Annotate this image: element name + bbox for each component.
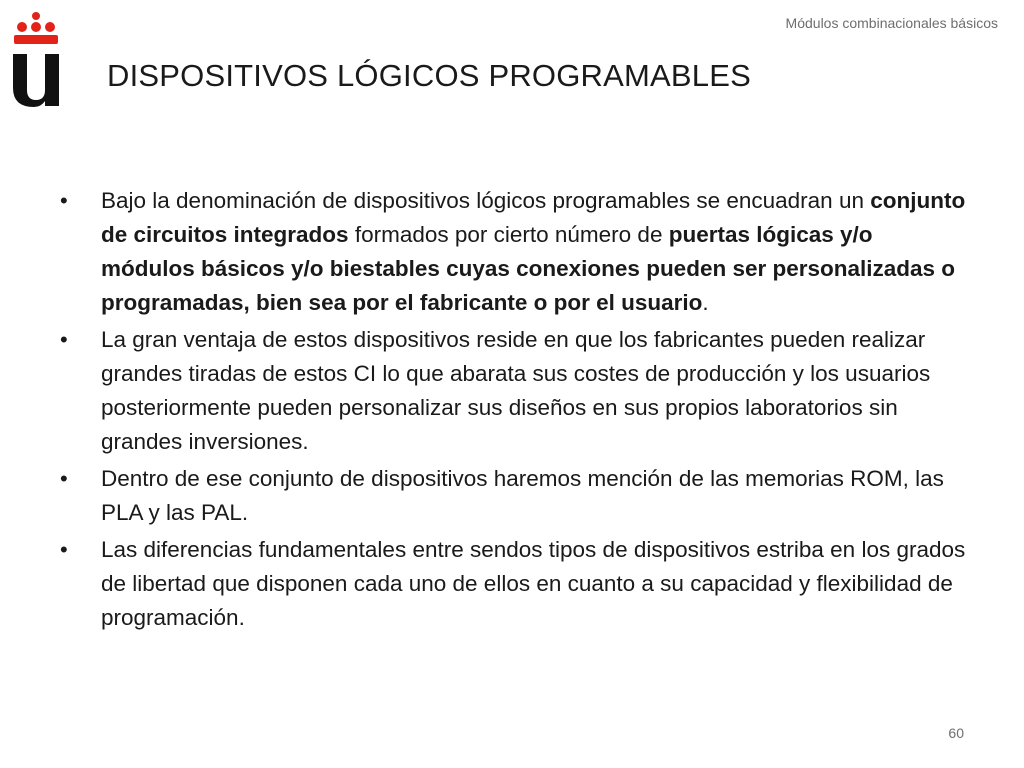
bullet-text: Las diferencias fundamentales entre sendos tipos de dispositivos estriba en los grados de libertad que disponen cada uno de ellos en cuanto a su capacidad y flexibilidad de programación. (101, 537, 966, 630)
slide-title: DISPOSITIVOS LÓGICOS PROGRAMABLES (107, 58, 751, 93)
page-number: 60 (948, 725, 964, 741)
list-item (60, 462, 970, 530)
bold-text: conjunto de circuitos integrados (101, 188, 966, 247)
list-item (60, 184, 970, 320)
university-logo-icon (8, 10, 64, 110)
bold-text: puertas lógicas y/o módulos básicos y/o biestables cuyas conexiones pueden ser personalizadas o programadas, bien sea por el fabricante o por el usuario (101, 222, 956, 315)
list-item (60, 323, 970, 459)
bullet-list (60, 184, 970, 638)
bullet-text: Dentro de ese conjunto de dispositivos haremos mención de las memorias ROM, las PLA y las PAL. (101, 466, 944, 525)
bullet-text: Bajo la denominación de dispositivos lógicos programables se encuadran un conjunto de circuitos integrados formados por cierto número de puertas lógicas y/o módulos básicos y/o biestables cuyas conexiones pueden ser personalizadas o programadas, bien sea por el fabricante o por el usuario. (101, 188, 966, 315)
bullet-icon: • (60, 188, 68, 213)
bullet-icon: • (60, 466, 68, 491)
list-item (60, 533, 970, 635)
bullet-text: La gran ventaja de estos dispositivos reside en que los fabricantes pueden realizar grandes tiradas de estos CI lo que abarata sus costes de producción y los usuarios posteriormente pueden personalizar sus diseños en sus propios laboratorios sin grandes inversiones. (101, 327, 931, 454)
header-caption: Módulos combinacionales básicos (785, 15, 998, 31)
bullet-icon: • (60, 327, 68, 352)
bullet-icon: • (60, 537, 68, 562)
